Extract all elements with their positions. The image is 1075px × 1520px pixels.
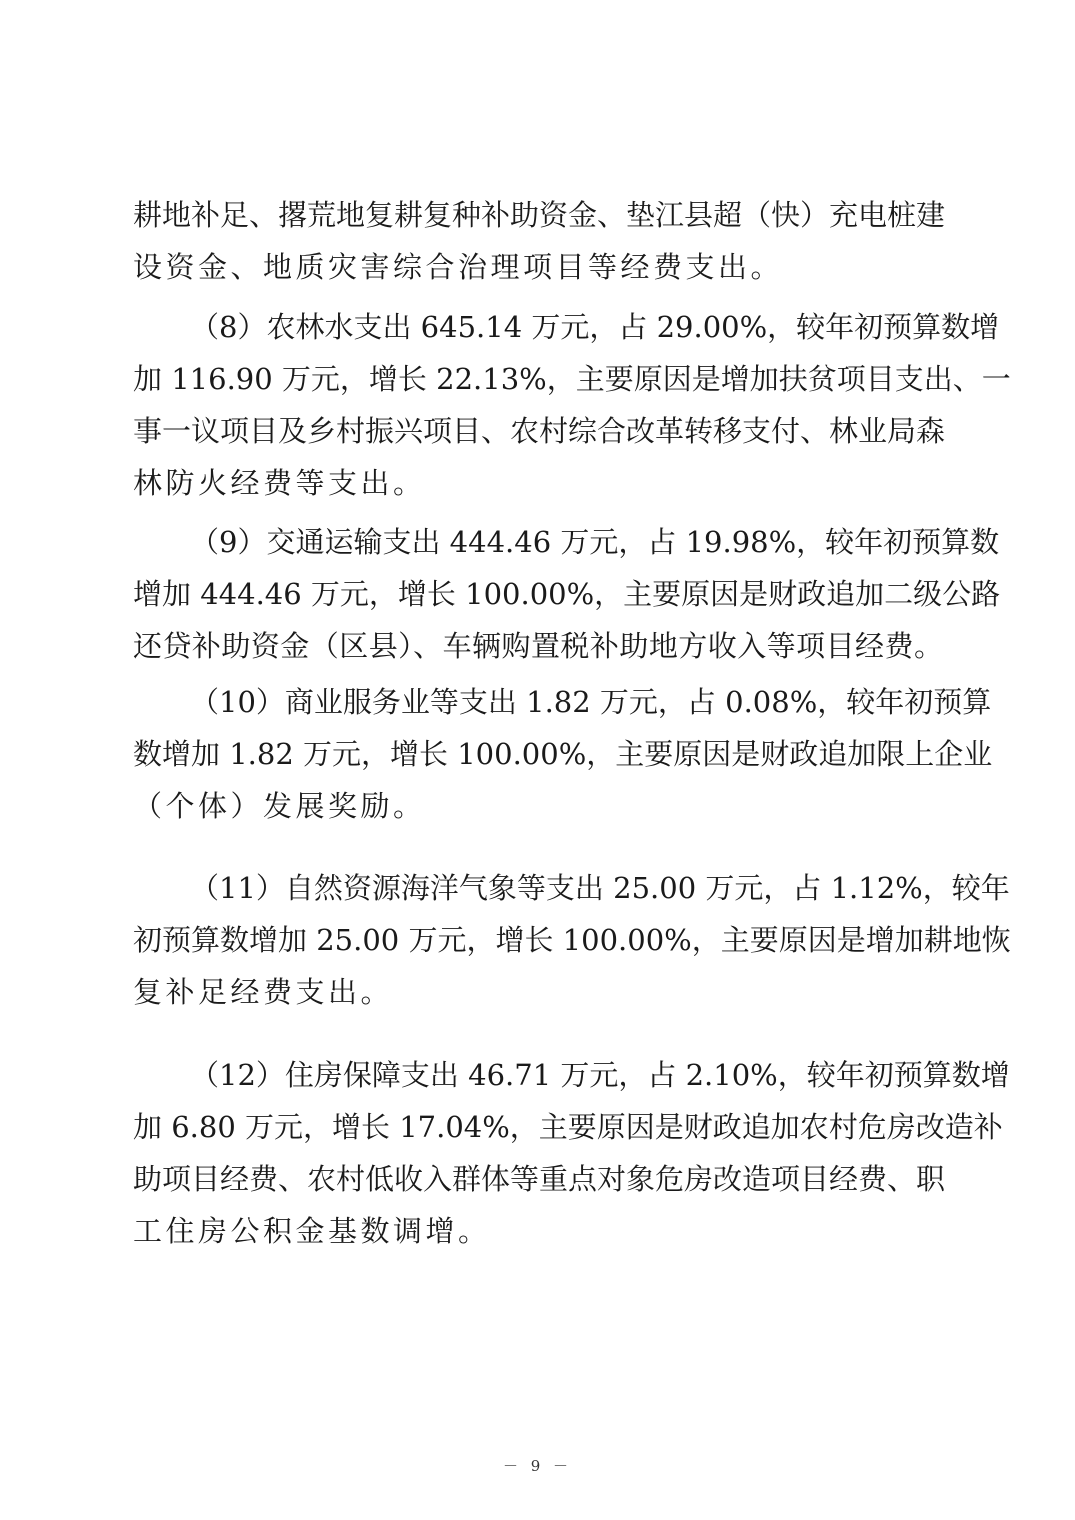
text-line: 增加 444.46 万元，增长 100.00%，主要原因是财政追加二级公路 (133, 577, 1001, 611)
text-line: （个体）发展奖励。 (133, 789, 426, 823)
text-line: （12）住房保障支出 46.71 万元，占 2.10%，较年初预算数增 (190, 1058, 1010, 1092)
text-line: 林防火经费等支出。 (133, 466, 426, 500)
text-line: 设资金、地质灾害综合治理项目等经费支出。 (133, 250, 784, 284)
text-line: 复补足经费支出。 (133, 975, 394, 1009)
text-line: 还贷补助资金（区县）、车辆购置税补助地方收入等项目经费。 (133, 629, 943, 663)
text-line: 数增加 1.82 万元，增长 100.00%，主要原因是财政追加限上企业 (133, 737, 993, 771)
text-line: 初预算数增加 25.00 万元，增长 100.00%，主要原因是增加耕地恢 (133, 923, 1011, 957)
text-line: 事一议项目及乡村振兴项目、农村综合改革转移支付、林业局森 (133, 414, 946, 448)
text-line: 助项目经费、农村低收入群体等重点对象危房改造项目经费、职 (133, 1162, 946, 1196)
text-line: 加 6.80 万元，增长 17.04%，主要原因是财政追加农村危房改造补 (133, 1110, 1003, 1144)
text-line: 耕地补足、撂荒地复耕复种补助资金、垫江县超（快）充电桩建 (133, 198, 946, 232)
text-line: （10）商业服务业等支出 1.82 万元，占 0.08%，较年初预算 (190, 685, 992, 719)
text-line: （9）交通运输支出 444.46 万元，占 19.98%，较年初预算数 (190, 525, 1000, 559)
text-line: 工住房公积金基数调增。 (133, 1214, 491, 1248)
text-line: 加 116.90 万元，增长 22.13%，主要原因是增加扶贫项目支出、一 (133, 362, 1011, 396)
text-line: （11）自然资源海洋气象等支出 25.00 万元，占 1.12%，较年 (190, 871, 1010, 905)
text-line: （8）农林水支出 645.14 万元，占 29.00%，较年初预算数增 (190, 310, 1000, 344)
page-number: － 9 － (502, 1457, 573, 1475)
